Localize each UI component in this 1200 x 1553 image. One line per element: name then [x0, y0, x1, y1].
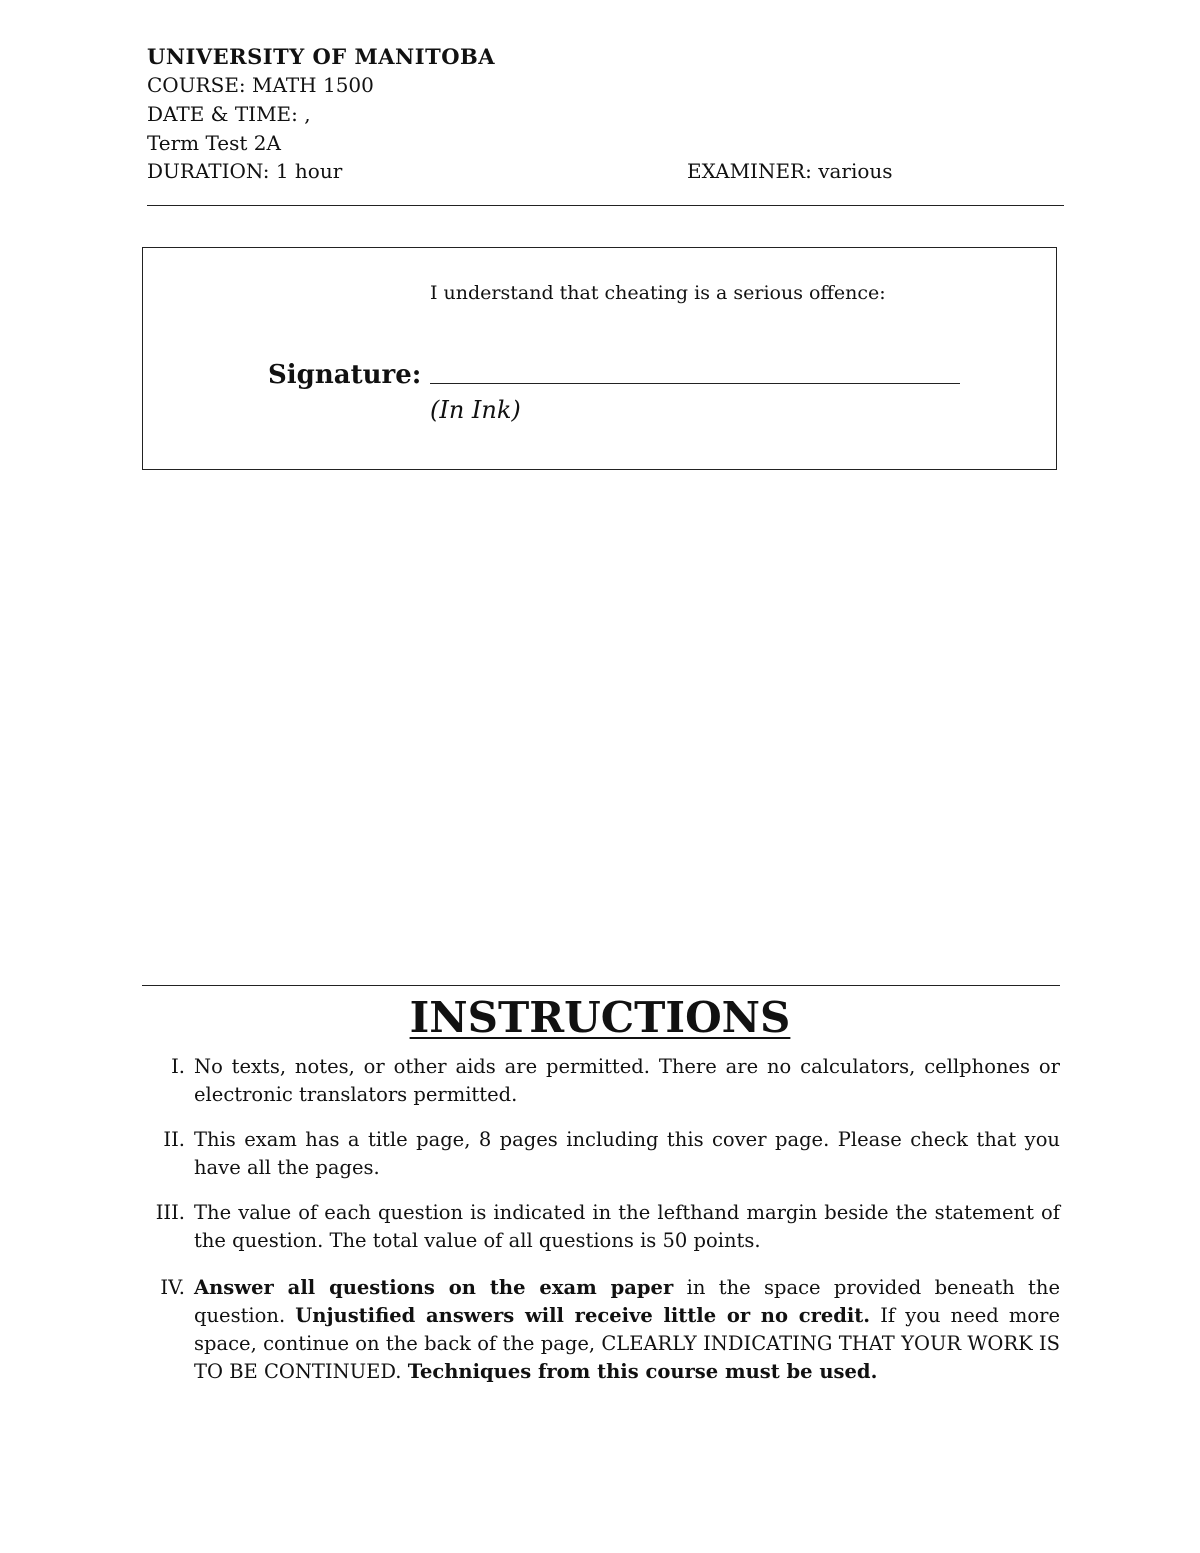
instruction-text: Answer all questions on the exam paper in the space provided beneath the question. Unjustified answers will receive little or no credit. If you need more space, continue on the back of the page, CLEARLY INDICATING THAT YOUR WORK IS TO BE CONTINUED. Techniques from this course must be used. — [194, 1276, 1060, 1383]
signature-line[interactable] — [430, 383, 960, 384]
signature-box — [142, 247, 1057, 470]
instruction-text: No texts, notes, or other aids are permitted. There are no calculators, cellphones or electronic translators permitted. — [194, 1055, 1060, 1106]
instruction-text: The value of each question is indicated in the lefthand margin beside the statement of the question. The total value of all questions is 50 points. — [194, 1201, 1060, 1252]
instruction-number: IV. — [160, 1276, 185, 1299]
test-name: Term Test 2A — [147, 131, 281, 155]
examiner-line: EXAMINER: various — [687, 159, 893, 183]
instructions-divider — [142, 985, 1060, 986]
header-divider — [147, 205, 1064, 206]
course-line: COURSE: MATH 1500 — [147, 73, 374, 97]
instruction-number: I. — [171, 1055, 185, 1078]
university-name: UNIVERSITY OF MANITOBA — [147, 44, 496, 69]
date-time-line: DATE & TIME: , — [147, 102, 311, 126]
honesty-statement: I understand that cheating is a serious offence: — [430, 282, 886, 304]
signature-label: Signature: — [268, 360, 422, 390]
instructions-title: INSTRUCTIONS — [409, 993, 791, 1042]
instruction-number: III. — [155, 1201, 185, 1224]
duration-line: DURATION: 1 hour — [147, 159, 343, 183]
in-ink-note: (In Ink) — [430, 396, 521, 424]
instruction-number: II. — [163, 1128, 185, 1151]
instruction-text: This exam has a title page, 8 pages including this cover page. Please check that you have all the pages. — [194, 1128, 1060, 1179]
